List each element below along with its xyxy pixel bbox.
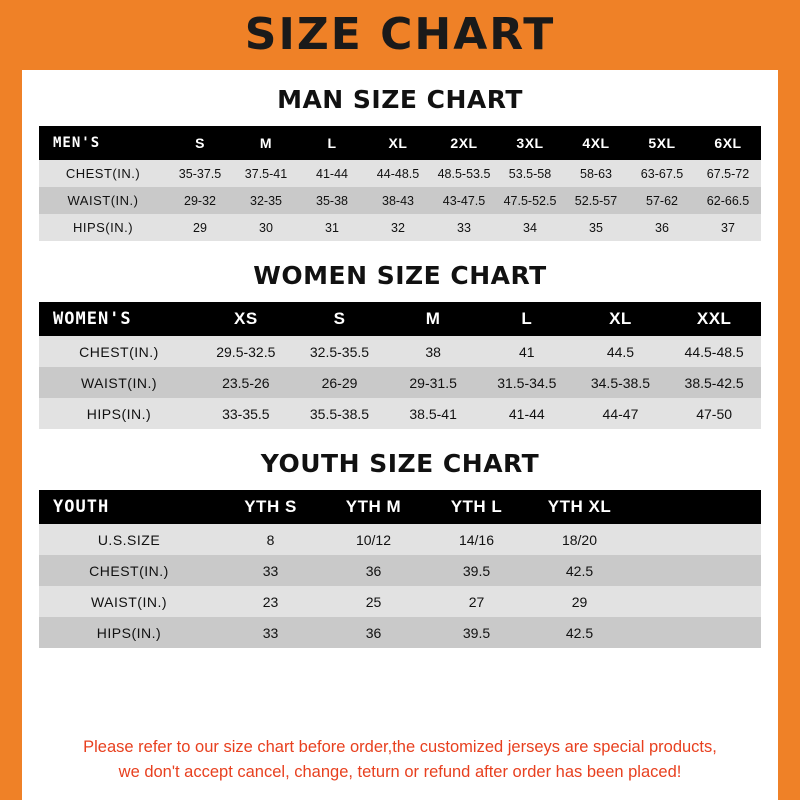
- table-row: [39, 555, 761, 586]
- cell: 31: [325, 220, 339, 235]
- cell: 30: [259, 220, 273, 235]
- row-label: HIPS(IN.): [86, 405, 152, 422]
- cell: 47.5-52.5: [503, 193, 557, 208]
- cell: 29.5-32.5: [216, 343, 276, 360]
- column-header: L: [327, 135, 337, 151]
- cell: 38.5-41: [409, 405, 457, 422]
- cell: 37.5-41: [244, 166, 288, 181]
- content-area: [22, 70, 778, 800]
- women-size-table: [39, 302, 761, 429]
- cell: 25: [365, 593, 382, 610]
- cell: 10/12: [355, 531, 392, 548]
- cell: 29: [571, 593, 588, 610]
- cell: 44-48.5: [376, 166, 420, 181]
- cell: 41-44: [316, 166, 348, 181]
- column-header: YTH S: [244, 497, 297, 516]
- column-header: MEN'S: [53, 135, 101, 151]
- cell: 38-43: [382, 193, 414, 208]
- cell: [631, 524, 761, 555]
- column-header: 5XL: [648, 135, 676, 151]
- row-label: WAIST(IN.): [67, 193, 139, 208]
- cell: 29-31.5: [409, 374, 457, 391]
- cell: 35.5-38.5: [309, 405, 370, 422]
- column-header: YOUTH: [53, 497, 110, 517]
- cell: 37: [721, 220, 735, 235]
- man-size-table: [39, 126, 761, 241]
- cell: 35-38: [316, 193, 348, 208]
- column-header: YTH XL: [547, 497, 612, 516]
- cell: 38.5-42.5: [684, 374, 744, 391]
- youth-section-title: YOUTH SIZE CHART: [260, 449, 540, 478]
- column-header: XL: [388, 135, 408, 151]
- cell: [631, 586, 761, 617]
- table-row: [39, 336, 761, 367]
- cell: 62-66.5: [706, 193, 750, 208]
- column-header: YTH L: [450, 497, 503, 516]
- row-label: CHEST(IN.): [79, 343, 159, 360]
- youth-size-table: [39, 490, 761, 648]
- cell: 18/20: [561, 531, 598, 548]
- column-header: M: [425, 309, 441, 328]
- cell: 34: [523, 220, 537, 235]
- cell: 27: [468, 593, 485, 610]
- cell: 57-62: [646, 193, 678, 208]
- cell: 33: [262, 624, 279, 641]
- cell: 33: [262, 562, 279, 579]
- cell: [631, 555, 761, 586]
- cell: 32.5-35.5: [309, 343, 370, 360]
- column-header: 6XL: [714, 135, 742, 151]
- cell: 8: [266, 531, 275, 548]
- cell: 31.5-34.5: [497, 374, 557, 391]
- cell: 33: [457, 220, 471, 235]
- cell: 14/16: [458, 531, 495, 548]
- cell: 35: [589, 220, 603, 235]
- column-header: XS: [233, 309, 258, 328]
- cell: 39.5: [462, 624, 491, 641]
- cell: 23: [262, 593, 279, 610]
- cell: 48.5-53.5: [437, 166, 491, 181]
- cell: 53.5-58: [508, 166, 552, 181]
- column-header: WOMEN'S: [53, 309, 132, 329]
- cell: 63-67.5: [640, 166, 684, 181]
- table-row: [39, 398, 761, 429]
- column-header: XL: [609, 309, 632, 328]
- table-row: [39, 367, 761, 398]
- column-header: S: [195, 135, 205, 151]
- column-header: S: [333, 309, 346, 328]
- cell: 36: [365, 624, 382, 641]
- women-section-title: WOMEN SIZE CHART: [253, 261, 547, 290]
- row-label: CHEST(IN.): [89, 562, 169, 579]
- row-label: HIPS(IN.): [96, 624, 162, 641]
- cell: 47-50: [696, 405, 733, 422]
- cell: 38: [425, 343, 441, 360]
- cell: 32: [391, 220, 405, 235]
- footer-line-1: Please refer to our size chart before order,the customized jerseys are special products,: [83, 737, 717, 756]
- table-row: [39, 524, 761, 555]
- row-label: HIPS(IN.): [72, 220, 134, 235]
- cell: 52.5-57: [574, 193, 618, 208]
- cell: 32-35: [250, 193, 282, 208]
- column-header: M: [259, 135, 273, 151]
- column-header: 3XL: [516, 135, 544, 151]
- table-header-row: [39, 490, 761, 524]
- cell: 36: [365, 562, 382, 579]
- man-section-title: MAN SIZE CHART: [277, 85, 523, 114]
- cell: 34.5-38.5: [590, 374, 651, 391]
- footer-note: [22, 735, 778, 786]
- cell: 41: [519, 343, 535, 360]
- column-header: 4XL: [582, 135, 610, 151]
- cell: 43-47.5: [442, 193, 486, 208]
- row-label: U.S.SIZE: [97, 531, 161, 548]
- table-row: [39, 617, 761, 648]
- cell: 33-35.5: [222, 405, 270, 422]
- row-label: WAIST(IN.): [80, 374, 158, 391]
- cell: 26-29: [321, 374, 358, 391]
- cell: 29: [193, 220, 207, 235]
- cell: 36: [655, 220, 669, 235]
- column-header: 2XL: [450, 135, 478, 151]
- cell: 44.5-48.5: [684, 343, 744, 360]
- column-header: [631, 490, 761, 524]
- cell: 29-32: [184, 193, 216, 208]
- table-row: [39, 160, 761, 187]
- table-header-row: [39, 302, 761, 336]
- cell: 42.5: [565, 624, 594, 641]
- cell: 58-63: [580, 166, 612, 181]
- column-header: L: [521, 309, 533, 328]
- row-label: WAIST(IN.): [90, 593, 168, 610]
- cell: 35-37.5: [178, 166, 222, 181]
- table-row: [39, 214, 761, 241]
- table-row: [39, 187, 761, 214]
- cell: 41-44: [508, 405, 545, 422]
- cell: 44.5: [606, 343, 635, 360]
- cell: 23.5-26: [222, 374, 270, 391]
- page-title: SIZE CHART: [244, 9, 556, 60]
- row-label: CHEST(IN.): [65, 166, 141, 181]
- column-header: YTH M: [345, 497, 402, 516]
- table-row: [39, 586, 761, 617]
- cell: 44-47: [602, 405, 639, 422]
- table-header-row: [39, 126, 761, 160]
- cell: 67.5-72: [706, 166, 750, 181]
- cell: 39.5: [462, 562, 491, 579]
- cell: 42.5: [565, 562, 594, 579]
- footer-line-2: we don't accept cancel, change, teturn or refund after order has been placed!: [118, 763, 682, 782]
- column-header: XXL: [696, 309, 732, 328]
- header-band: [0, 0, 800, 70]
- cell: [631, 617, 761, 648]
